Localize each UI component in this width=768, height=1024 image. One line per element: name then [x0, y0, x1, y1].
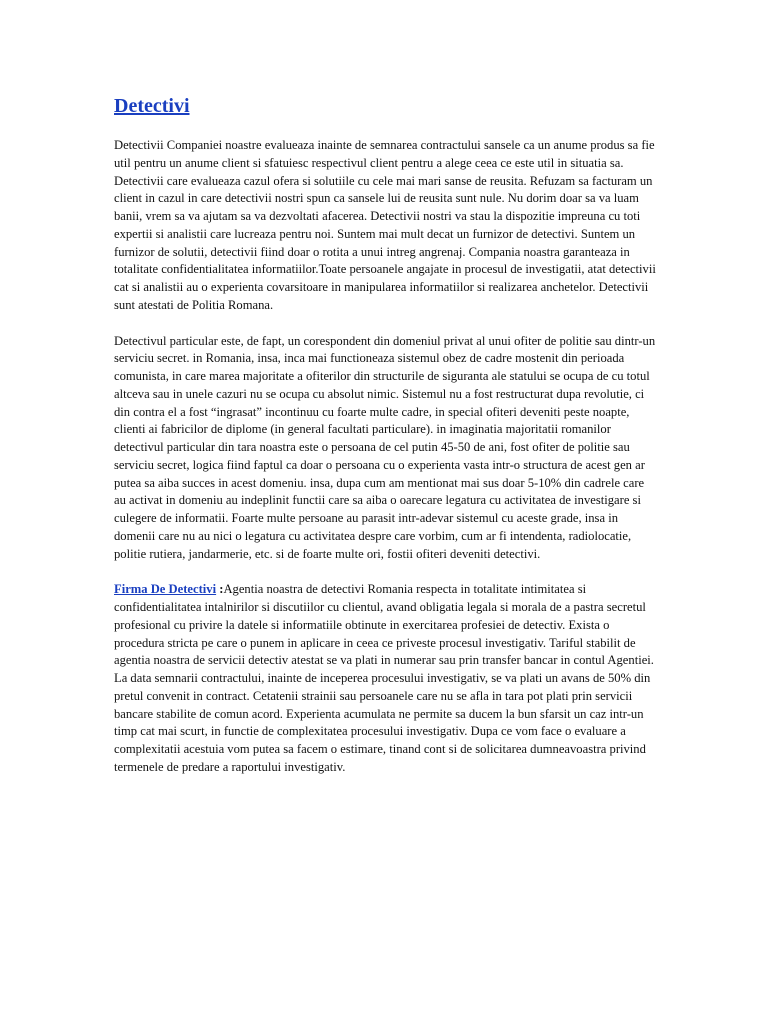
paragraph-agency-text: Agentia noastra de detectivi Romania respecta in totalitate intimitatea si confidentialitatea intalnirilor si discutiilor cu clientul, avand obligatia legala si morala de a pastra secretul profesional cu privire la datele si informatiile obtinute in exercitarea profesiei de detectiv. Exista o procedura stricta pe care o punem in aplicare in ceea ce priveste procesul investigativ. Tariful stabilit de agentia noastra de servicii detectiv atestat se va plati in numerar sau prin transfer bancar in contul Agentiei. La data semnarii contractului, inainte de inceperea procesului investigativ, se va plati un avans de 50% din pretul convenit in contract. Cetatenii strainii sau persoanele care nu se afla in tara pot plati prin servicii bancare stabilite de comun acord. Experienta acumulata ne permite sa ducem la bun sfarsit un caz intr-un timp cat mai scurt, in functie de complexitatea procesului investigativ. Dupa ce vom face o evaluare a complexitatii acestuia vom putea sa facem o estimare, tinand cont si de solicitarea dumneavoastra privind termenele de predare a raportului investigativ. — [114, 582, 654, 774]
firma-de-detectivi-link[interactable]: Firma De Detectivi — [114, 582, 217, 597]
paragraph-intro: Detectivii Companiei noastre evalueaza inainte de semnarea contractului sansele ca un anume produs sa fie util pentru un anume client si sfatuiesc respectivul client pentru a alege ceea ce este util in situatia sa. Detectivii care evalueaza cazul ofera si solutiile cu cele mai mari sanse de reusita. Refuzam sa facturam un client in cazul in care detectivii nostri spun ca sansele lui de reusita sunt nule. Nu dorim doar sa va luam banii, vrem sa va ajutam sa va dezvoltati afacerea. Detectivii nostri va stau la dispozitie impreuna cu toti expertii si analistii care lucreaza pentru noi. Suntem mai mult decat un furnizor de detectivi. Suntem un furnizor de solutii, detectivii fiind doar o rotita a unui intreg angrenaj. Compania noastra garanteaza in totalitate confidentialitatea informatiilor.Toate persoanele angajate in procesul de investigatii, atat detectivii cat si analistii au o experienta covarsitoare in manipularea informatiilor si realizarea anchetelor. Detectivii sunt atestati de Politia Romana. — [114, 138, 656, 312]
paragraph-agency — [114, 581, 658, 776]
title-link[interactable]: Detectivi — [114, 95, 190, 117]
link-colon: : — [216, 582, 224, 597]
document-page — [114, 92, 658, 777]
paragraph-private-detective: Detectivul particular este, de fapt, un corespondent din domeniul privat al unui ofiter de politie sau dintr-un serviciu secret. in Romania, insa, inca mai functioneaza sistemul obez de cadre mostenit din perioada comunista, in care marea majoritate a ofiterilor din structurile de siguranta ale statului se ocupa de cu totul altceva sau in unele cazuri nu se ocupa cu absolut nimic. Sistemul nu a fost restructurat dupa revolutie, ci din contra el a fost “ingrasat” incontinuu cu foarte multe cadre, in special ofiteri deveniti peste noapte, clienti ai fabricilor de diplome (in general facultati particulare). in imaginatia majoritatii romanilor detectivul particular din tara noastra este o persoana de cel putin 45-50 de ani, fost ofiter de politie sau serviciu secret, logica fiind faptul ca doar o persoana cu o experienta vasta intr-o structura de acest gen ar putea sa aiba succes in acest domeniu. insa, dupa cum am mentionat mai sus doar 5-10% din cadrele care au activat in domeniu au indeplinit functii care sa aiba o oarecare legatura cu activitatea de investigare si culegere de informatii. Foarte multe persoane au parasit intr-adevar sistemul cu aceste grade, insa in domenii care nu au nici o legatura cu activitatea despre care vorbim, cum ar fi intendenta, radiolocatie, politie rutiera, jandarmerie, etc. si de foarte multe ori, fostii ofiteri deveniti detectivi. — [114, 333, 656, 561]
page-title — [114, 92, 658, 120]
